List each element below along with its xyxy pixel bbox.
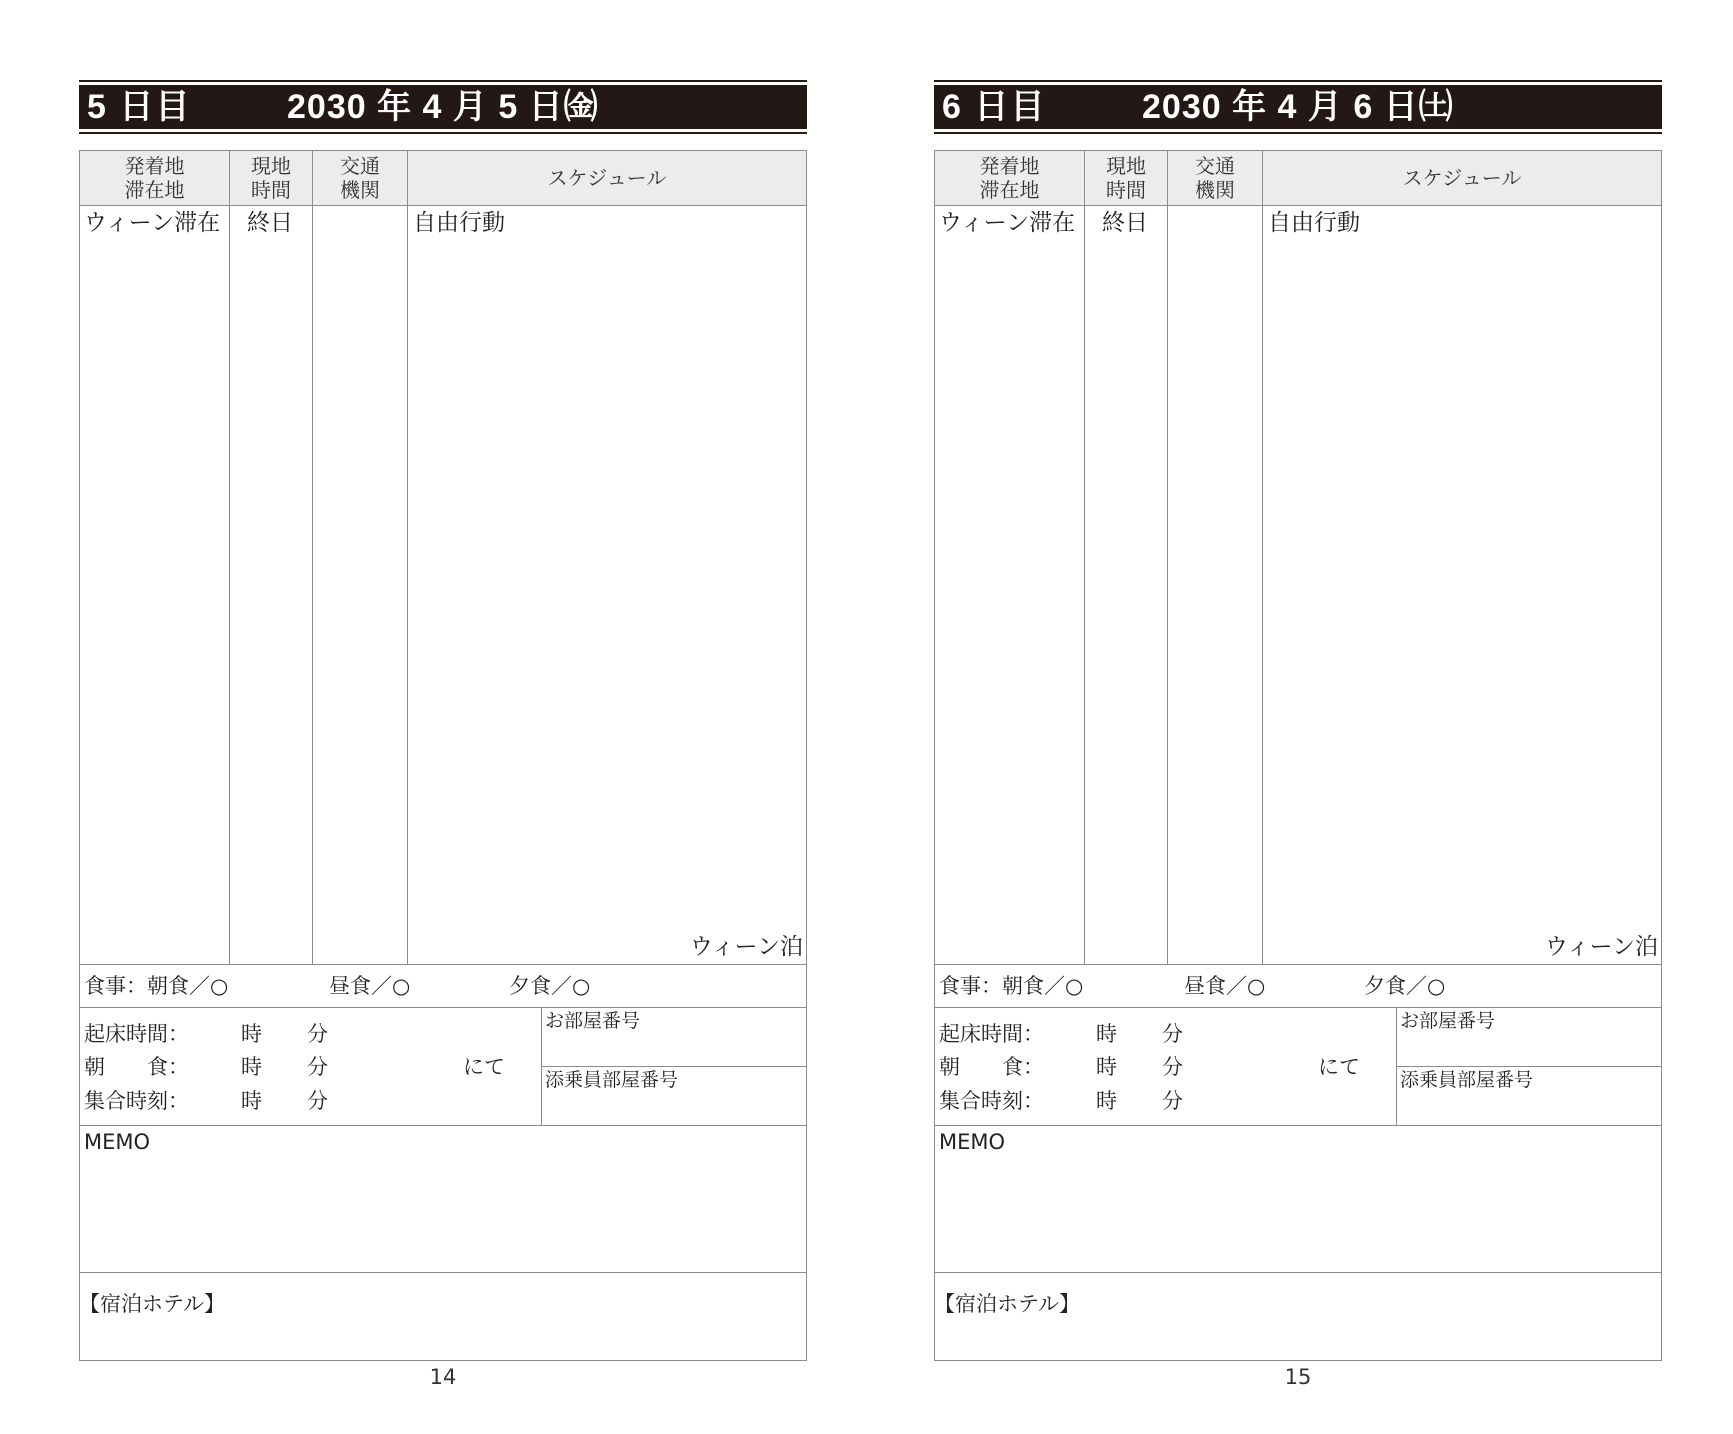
meals-bottom-divider <box>934 1007 1662 1008</box>
wake-time-label: 起床時間： <box>939 1022 1044 1046</box>
room-number-label: お部屋番号 <box>1400 1010 1496 1032</box>
place-cell: ウィーン滞在 <box>939 210 1076 236</box>
schedule-frame <box>934 150 1662 1361</box>
meals-breakfast: 食事：朝食／○ <box>84 974 229 998</box>
memo-label: MEMO <box>84 1130 151 1154</box>
day-label: 5 日目 <box>87 88 192 126</box>
meals-lunch: 昼食／○ <box>1184 974 1266 998</box>
wake-minute-unit: 分 <box>1162 1022 1183 1046</box>
memo-bottom-divider <box>934 1272 1662 1273</box>
meals-dinner: 夕食／○ <box>509 974 591 998</box>
schedule-bottom-divider <box>934 964 1662 965</box>
wake-minute-unit: 分 <box>307 1022 328 1046</box>
meals-breakfast: 食事：朝食／○ <box>939 974 1084 998</box>
column-divider <box>312 151 313 964</box>
title-top-rule <box>934 80 1662 82</box>
header-schedule: スケジュール <box>1402 166 1522 190</box>
times-bottom-divider <box>79 1125 807 1126</box>
room-number-label: お部屋番号 <box>545 1010 641 1032</box>
itinerary-page-day5 <box>79 0 809 1434</box>
assembly-time-label: 集合時刻： <box>939 1089 1044 1113</box>
schedule-frame <box>79 150 807 1361</box>
header-departure: 発着地 滞在地 <box>124 154 185 202</box>
wake-time-label: 起床時間： <box>84 1022 189 1046</box>
schedule-cell: 自由行動 <box>413 210 505 236</box>
title-bottom-rule <box>79 132 807 134</box>
assembly-hour-unit: 時 <box>241 1089 262 1113</box>
day-title-bar <box>934 85 1662 129</box>
assembly-minute-unit: 分 <box>307 1089 328 1113</box>
breakfast-minute-unit: 分 <box>1162 1055 1183 1079</box>
breakfast-location-suffix: にて <box>463 1055 505 1079</box>
memo-bottom-divider <box>79 1272 807 1273</box>
meals-dinner: 夕食／○ <box>1364 974 1446 998</box>
header-departure: 発着地 滞在地 <box>979 154 1040 202</box>
column-divider <box>1262 151 1263 964</box>
date-label: 2030 年 4 月 5 日㈮ <box>287 88 599 126</box>
time-cell: 終日 <box>247 210 293 236</box>
itinerary-page-day6 <box>934 0 1664 1434</box>
page-number: 15 <box>1284 1365 1312 1389</box>
date-label: 2030 年 4 月 6 日㈯ <box>1142 88 1454 126</box>
meals-lunch: 昼食／○ <box>329 974 411 998</box>
header-divider <box>934 205 1662 206</box>
place-cell: ウィーン滞在 <box>84 210 221 236</box>
day-title-bar <box>79 85 807 129</box>
header-transport: 交通 機関 <box>340 154 380 202</box>
memo-label: MEMO <box>939 1130 1006 1154</box>
assembly-hour-unit: 時 <box>1096 1089 1117 1113</box>
assembly-minute-unit: 分 <box>1162 1089 1183 1113</box>
header-local-time: 現地 時間 <box>1106 154 1146 202</box>
header-transport: 交通 機関 <box>1195 154 1235 202</box>
breakfast-time-label: 朝 食： <box>939 1055 1044 1079</box>
hotel-label: 【宿泊ホテル】 <box>79 1292 225 1316</box>
wake-hour-unit: 時 <box>1096 1022 1117 1046</box>
escort-room-label: 添乗員部屋番号 <box>1400 1069 1534 1091</box>
header-local-time: 現地 時間 <box>251 154 291 202</box>
assembly-time-label: 集合時刻： <box>84 1089 189 1113</box>
schedule-cell: 自由行動 <box>1268 210 1360 236</box>
day-label: 6 日目 <box>942 88 1047 126</box>
title-top-rule <box>79 80 807 82</box>
meals-bottom-divider <box>79 1007 807 1008</box>
escort-room-label: 添乗員部屋番号 <box>545 1069 679 1091</box>
overnight-label: ウィーン泊 <box>689 934 803 960</box>
times-bottom-divider <box>934 1125 1662 1126</box>
column-divider <box>1084 151 1085 964</box>
schedule-bottom-divider <box>79 964 807 965</box>
title-bottom-rule <box>934 132 1662 134</box>
breakfast-time-label: 朝 食： <box>84 1055 189 1079</box>
room-row-divider <box>541 1066 807 1067</box>
column-divider <box>407 151 408 964</box>
wake-hour-unit: 時 <box>241 1022 262 1046</box>
breakfast-hour-unit: 時 <box>241 1055 262 1079</box>
breakfast-minute-unit: 分 <box>307 1055 328 1079</box>
hotel-label: 【宿泊ホテル】 <box>934 1292 1080 1316</box>
column-divider <box>1167 151 1168 964</box>
breakfast-hour-unit: 時 <box>1096 1055 1117 1079</box>
room-row-divider <box>1396 1066 1662 1067</box>
column-divider <box>229 151 230 964</box>
overnight-label: ウィーン泊 <box>1544 934 1658 960</box>
page-number: 14 <box>429 1365 457 1389</box>
header-schedule: スケジュール <box>547 166 667 190</box>
time-cell: 終日 <box>1102 210 1148 236</box>
breakfast-location-suffix: にて <box>1318 1055 1360 1079</box>
header-divider <box>79 205 807 206</box>
